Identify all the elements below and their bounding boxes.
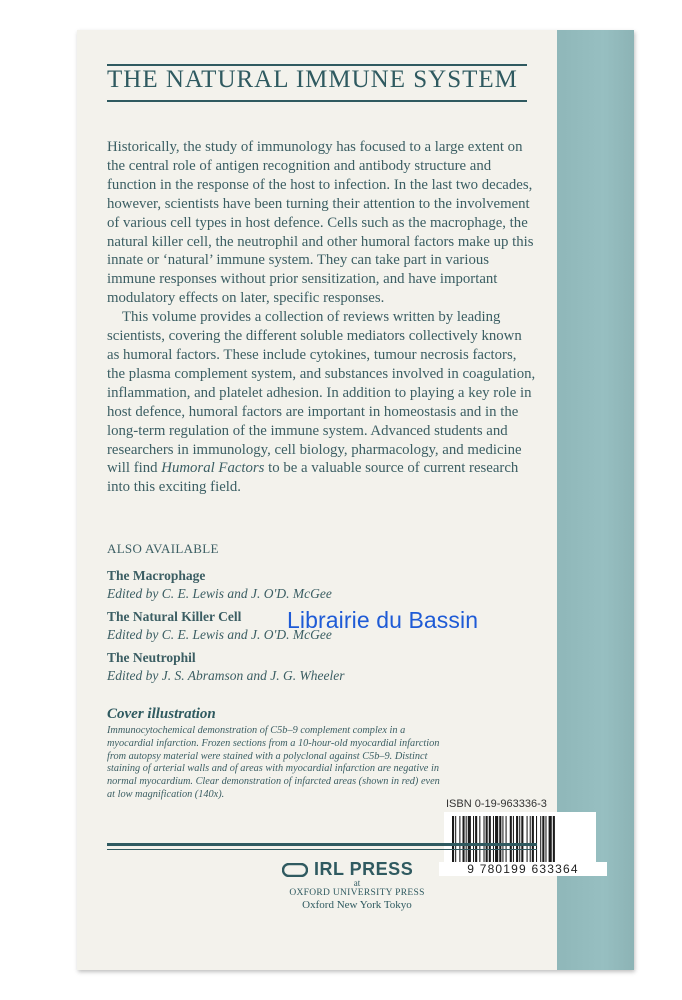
barcode-bar [475, 816, 477, 866]
footer-rule-thin [107, 849, 537, 850]
italic-title: Humoral Factors [161, 460, 265, 477]
book-title-item: The Macrophage [107, 568, 206, 583]
blurb-paragraph-2: This volume provides a collection of reviews written by leading scientists, covering the different soluble mediators collectively known as humoral factors. These include cytokines, tumour necrosis factors, the plasma complement system, and substances involved in coagulation, inflammation, and platelet adhesion. In addition to playing a key role in host defence, humoral factors are important in homeostasis and in the long-term regulation of the immune system. Advanced students and researchers in immunology, cell biology, pharmacology, and medicine will find Humoral Factors to be a valuable source of current research into this exciting field. [107, 309, 536, 496]
barcode-bar [459, 816, 460, 866]
barcode-bar [521, 816, 523, 866]
publisher-name: IRL PRESS [314, 859, 414, 879]
publisher-oup: OXFORD UNIVERSITY PRESS [289, 888, 425, 898]
barcode-bar [495, 816, 498, 866]
book-title: THE NATURAL IMMUNE SYSTEM [107, 66, 518, 93]
barcode-bar [542, 816, 544, 866]
cover-illustration-heading: Cover illustration [107, 706, 216, 722]
barcode-bar [519, 816, 520, 866]
publisher-at: at [353, 878, 361, 888]
barcode-bar [486, 816, 488, 866]
blurb [107, 138, 537, 497]
barcode-bar [502, 816, 503, 866]
barcode-bar [545, 816, 546, 866]
barcode-bar [484, 816, 485, 866]
book-editors: Edited by C. E. Lewis and J. O'D. McGee [107, 586, 332, 601]
barcode-bar [549, 816, 552, 866]
barcode-bar [499, 816, 501, 866]
book-title-item: The Neutrophil [107, 650, 196, 665]
book-item [107, 568, 332, 602]
barcode-bar [473, 816, 474, 866]
barcode-bar [510, 816, 512, 866]
blurb-paragraph-1: Historically, the study of immunology has focused to a large extent on the central role of antigen recognition and antibody structure and function in the response of the host to infection. In the last two decades, however, scientists have been turning their attention to the involvement of various cell types in host defence. Cells such as the macrophage, the natural killer cell, the neutrophil and other humoral factors make up this innate or ‘natural’ immune system. They can take part in various immune responses without prior sensitization, and have important modulatory effects on later, specific responses. [107, 139, 534, 307]
barcode-bar [516, 816, 518, 866]
book-title-item: The Natural Killer Cell [107, 609, 242, 624]
book-back-cover [77, 30, 634, 970]
barcode-bar [527, 816, 528, 866]
barcode-bar [468, 816, 471, 866]
cover-illustration-text: Immunocytochemical demonstration of C5b–9 complement complex in a myocardial infarction. Frozen sections from a 10-hour-old myocardial infarction from autopsy material were stained with a polyclonal against C5b–9. Distinct staining of arterial walls and of areas with myocardial infarction are negative in normal myocardium. Clear demonstration of infarcted areas (shown in red) even at low magnification (140x). [107, 725, 440, 800]
barcode-bar [513, 816, 514, 866]
barcode-bar [455, 816, 456, 866]
publisher-cities: Oxford New York Tokyo [302, 899, 412, 911]
barcode-bar [479, 816, 480, 866]
publisher-logo [282, 859, 432, 911]
barcode-bar [532, 816, 534, 866]
barcode-bar [540, 816, 541, 866]
irl-press-logo-icon [282, 863, 308, 877]
barcode-bar [506, 816, 507, 866]
barcode-bar [466, 816, 467, 866]
seller-watermark: Librairie du Bassin [287, 607, 479, 633]
footer-rule-thick [107, 843, 537, 846]
book-editors: Edited by J. S. Abramson and J. G. Wheeler [107, 668, 345, 683]
title-rule-bottom [107, 100, 527, 102]
barcode-bar [489, 816, 491, 866]
book-item [107, 650, 344, 684]
barcode-bar [536, 816, 537, 866]
book-editors: Edited by C. E. Lewis and J. O'D. McGee [107, 627, 332, 642]
barcode-bar [493, 816, 494, 866]
barcode-bar [463, 816, 465, 866]
also-available-heading: ALSO AVAILABLE [107, 541, 219, 556]
barcode-bar [553, 816, 555, 866]
barcode-bar [452, 816, 454, 866]
barcode-number: 9 780199 633364 [439, 862, 607, 876]
isbn-label: ISBN 0-19-963336-3 [446, 798, 547, 810]
barcode-bar [530, 816, 531, 866]
